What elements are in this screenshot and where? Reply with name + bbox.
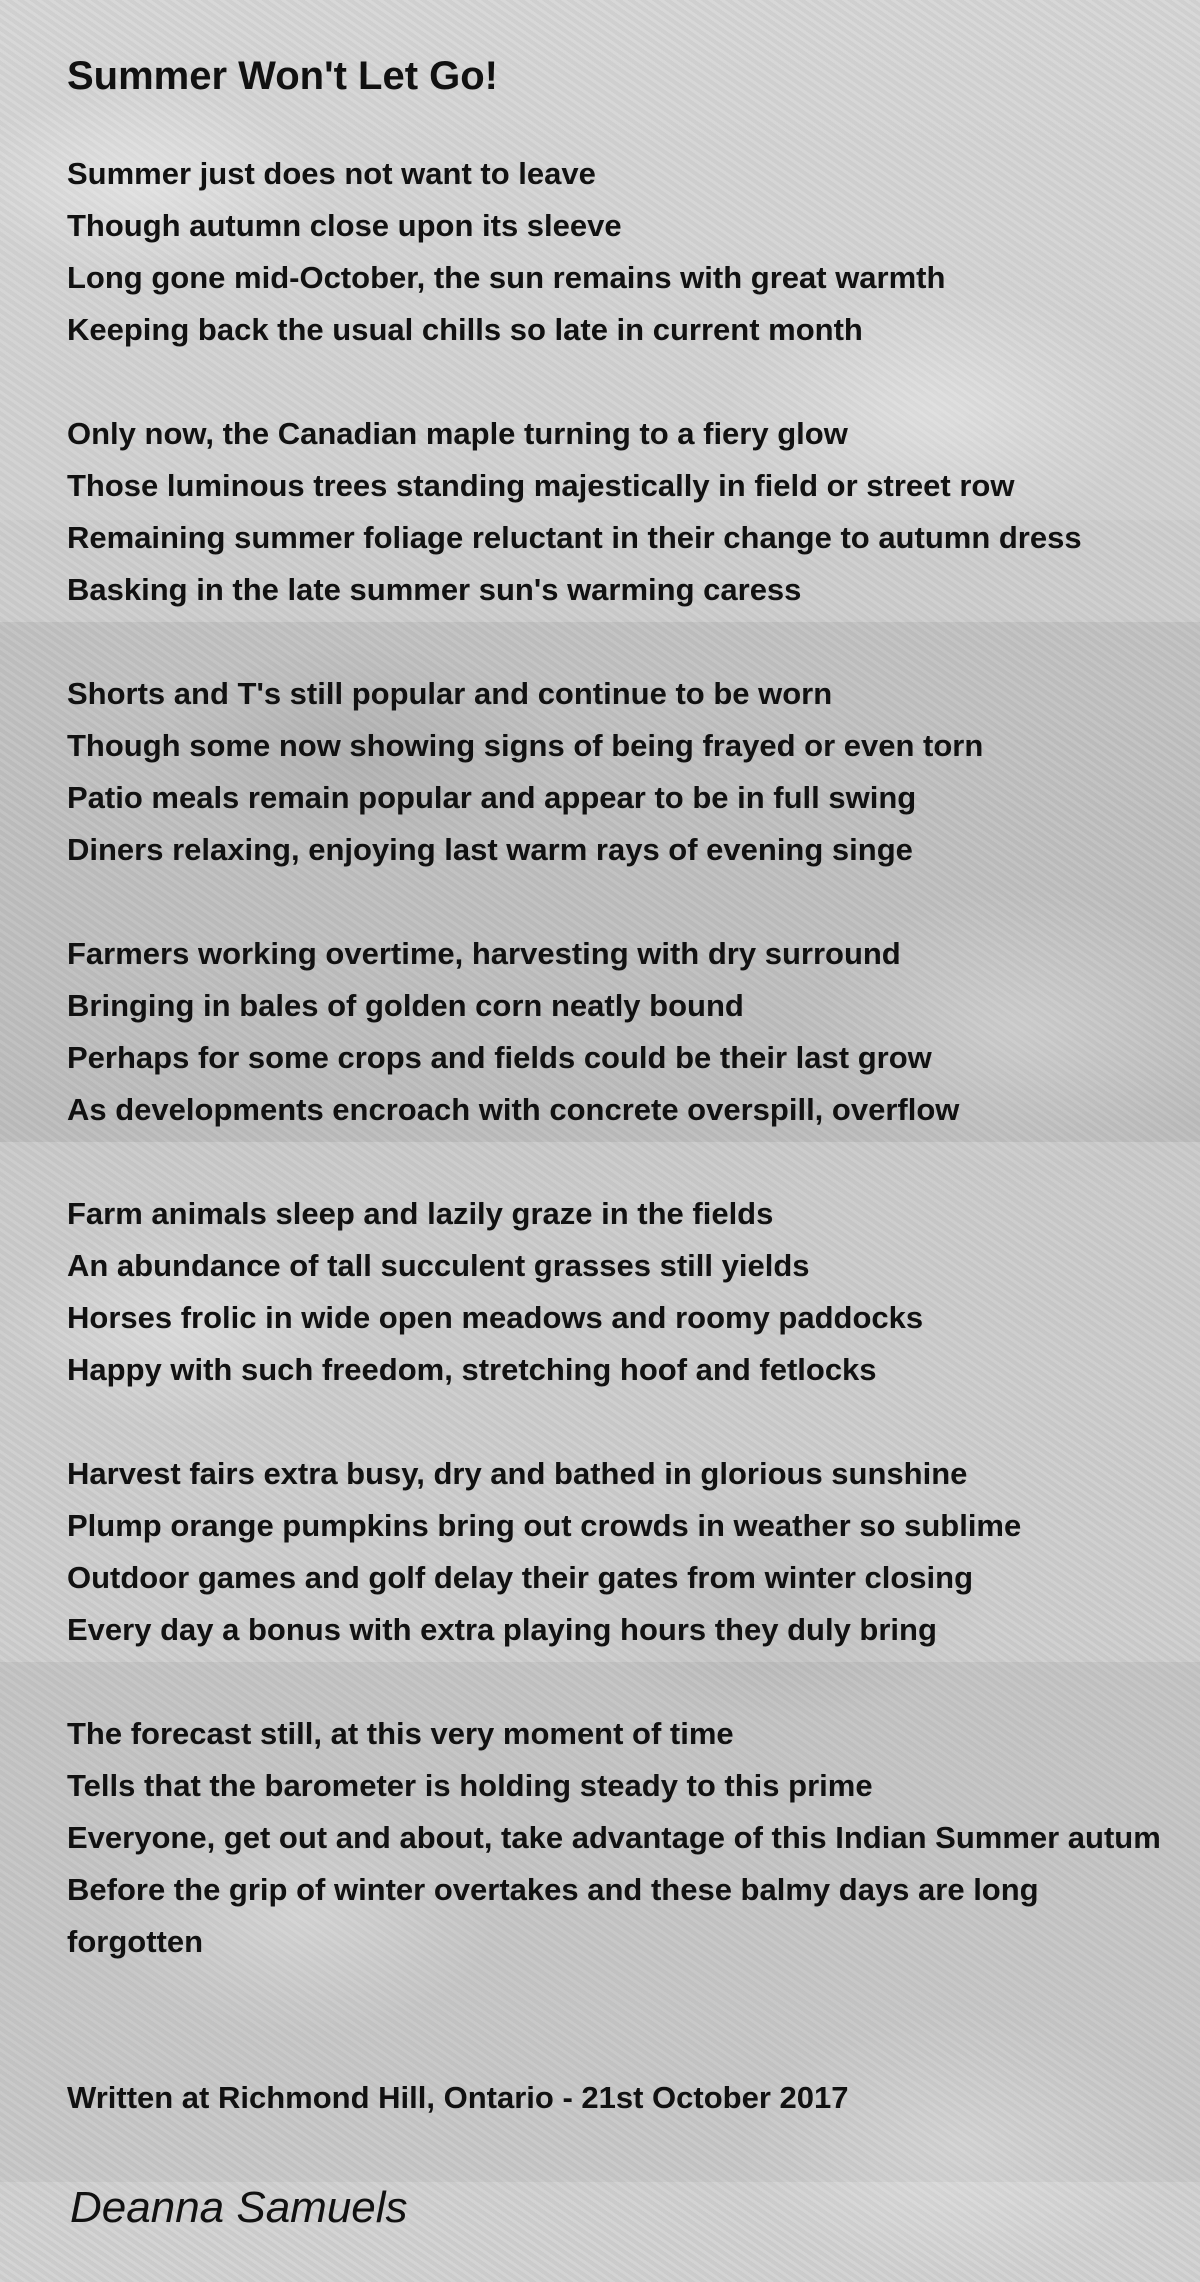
poem-line: An abundance of tall succulent grasses still yields <box>67 1248 810 1283</box>
stanza <box>67 1708 1200 1968</box>
author-name: Deanna Samuels <box>70 2183 408 2232</box>
poem-body <box>67 148 1200 2020</box>
poem-line: Farmers working overtime, harvesting with dry surround <box>67 936 901 971</box>
poem-line: Diners relaxing, enjoying last warm rays of evening singe <box>67 832 913 867</box>
poem-line: Bringing in bales of golden corn neatly bound <box>67 988 744 1023</box>
poem-line: Summer just does not want to leave <box>67 156 596 191</box>
poem-line: Only now, the Canadian maple turning to a fiery glow <box>67 416 848 451</box>
poem-line: Shorts and T's still popular and continue to be worn <box>67 676 833 711</box>
poem-line: Everyone, get out and about, take advantage of this Indian Summer autum <box>67 1820 1161 1855</box>
poem-line: forgotten <box>67 1924 204 1959</box>
poem-line: Perhaps for some crops and fields could be their last grow <box>67 1040 932 1075</box>
poem-line: Though autumn close upon its sleeve <box>67 208 622 243</box>
stanza <box>67 668 1200 876</box>
poem-line: Horses frolic in wide open meadows and roomy paddocks <box>67 1300 924 1335</box>
poem-line: Happy with such freedom, stretching hoof and fetlocks <box>67 1352 877 1387</box>
stanza <box>67 928 1200 1136</box>
poem-line: Harvest fairs extra busy, dry and bathed in glorious sunshine <box>67 1456 968 1491</box>
poem-line: Those luminous trees standing majestically in field or street row <box>67 468 1015 503</box>
composition-note: Written at Richmond Hill, Ontario - 21st October 2017 <box>67 2080 849 2115</box>
poem-line: Patio meals remain popular and appear to be in full swing <box>67 780 917 815</box>
poem-line: Plump orange pumpkins bring out crowds in weather so sublime <box>67 1508 1022 1543</box>
stanza <box>67 408 1200 616</box>
stanza <box>67 1188 1200 1396</box>
stanza <box>67 148 1200 356</box>
poem-title: Summer Won't Let Go! <box>67 54 498 98</box>
poem-line: Before the grip of winter overtakes and these balmy days are long <box>67 1872 1039 1907</box>
poem-line: Keeping back the usual chills so late in current month <box>67 312 863 347</box>
poem-line: Basking in the late summer sun's warming caress <box>67 572 802 607</box>
poem-line: Farm animals sleep and lazily graze in the fields <box>67 1196 774 1231</box>
poem-line: The forecast still, at this very moment of time <box>67 1716 734 1751</box>
poem-line: Though some now showing signs of being frayed or even torn <box>67 728 984 763</box>
poem-line: As developments encroach with concrete overspill, overflow <box>67 1092 960 1127</box>
poem-line: Remaining summer foliage reluctant in their change to autumn dress <box>67 520 1082 555</box>
poem-line: Outdoor games and golf delay their gates from winter closing <box>67 1560 974 1595</box>
poem-line: Every day a bonus with extra playing hours they duly bring <box>67 1612 937 1647</box>
poem-line: Long gone mid-October, the sun remains with great warmth <box>67 260 946 295</box>
stanza <box>67 1448 1200 1656</box>
poem-line: Tells that the barometer is holding steady to this prime <box>67 1768 873 1803</box>
